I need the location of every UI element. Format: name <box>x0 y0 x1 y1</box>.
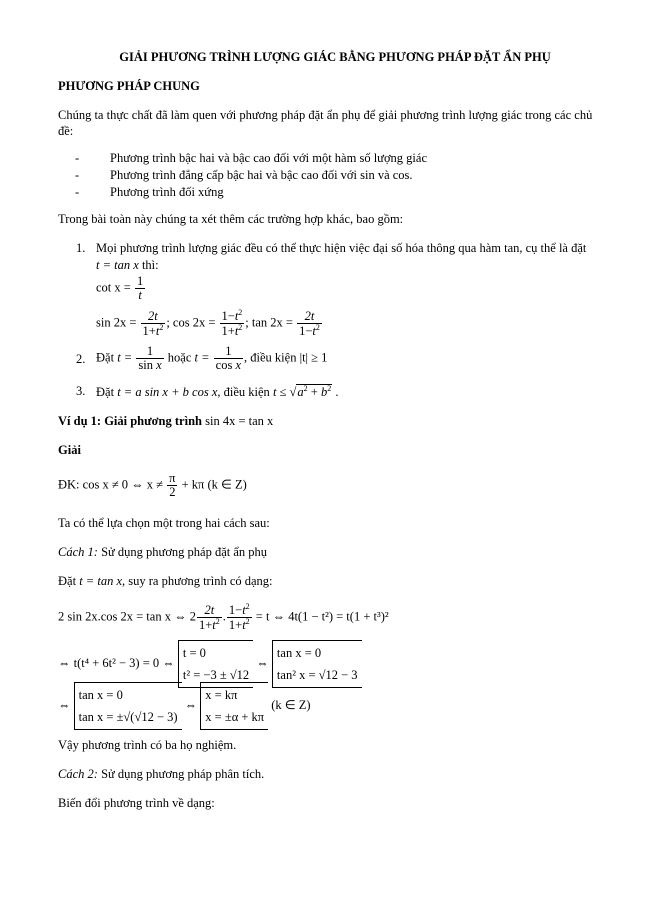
conclusion: Vậy phương trình có ba họ nghiệm. <box>58 738 237 752</box>
bullet-item: - Phương trình bậc hai và bậc cao đối với một hàm số lượng giác <box>75 151 427 165</box>
choose-line: Ta có thể lựa chọn một trong hai cách sau: <box>58 516 270 530</box>
method-1: Cách 1: Sử dụng phương pháp đặt ẩn phụ <box>58 545 268 559</box>
item1-line: Mọi phương trình lượng giác đều có thể thực hiện việc đại số hóa thông qua hàm tan, cụ thể là đặt <box>96 241 587 255</box>
section-heading: PHƯƠNG PHÁP CHUNG <box>58 79 200 93</box>
equation-1: 2 sin 2x.cos 2x = tan x ⇔ 2 $\frac{2t}{1+t^2}$ . $\frac{1-t^2}{1+t^2}$ = t ⇔ 4t(1 − t²) = t(1 + t³)² <box>58 602 389 633</box>
list-number: 3. <box>76 384 86 398</box>
list-number: 2. <box>76 352 86 366</box>
cot-formula: cot x = $\frac{1}{t}$ <box>96 274 144 303</box>
example-1: Ví dụ 1: Giải phương trình sin 4x = tan x <box>58 414 274 428</box>
method-2: Cách 2: Sử dụng phương pháp phân tích. <box>58 767 265 781</box>
transform-line: Biến đổi phương trình về dạng: <box>58 796 215 810</box>
item3-formula: Đặt t = a sin x + b cos x, điều kiện $t \le √a^2 + b^2$ . <box>96 384 339 400</box>
double-angle-formulas: sin 2x = $\frac{2t}{1+t^2}$ ; cos 2x = $\frac{1-t^2}{1+t^2}$ ; tan 2x = $\frac{2t}{1-t^2}$ <box>96 308 320 339</box>
cases-intro: Trong bài toàn này chúng ta xét thêm các trường hợp khác, bao gồm: <box>58 212 404 226</box>
equation-2: ⇔ t(t⁴ + 6t² − 3) = 0 ⇔ t = 0 t² = −3 ± √12 ⇔ tan x = 0 tan² x = √12 − 3 <box>58 640 362 688</box>
intro-line-2: đề: <box>58 124 74 138</box>
equation-3: ⇔ tan x = 0 tan x = ±√(√12 − 3) ⇔ x = kπ x = ±α + kπ (k ∈ Z) <box>58 682 311 730</box>
bullet-item: - Phương trình đối xứng <box>75 185 224 199</box>
condition-line: ĐK: cos x ≠ 0 ⇔ x ≠ $\frac{\pi}{2}$ + kπ (k ∈ Z) <box>58 471 247 500</box>
page-title: GIẢI PHƯƠNG TRÌNH LƯỢNG GIÁC BẰNG PHƯƠNG PHÁP ĐẶT ẨN PHỤ <box>119 50 551 64</box>
intro-line-1: Chúng ta thực chất đã làm quen với phương pháp đặt ẩn phụ để giải phương trình lượng giác trong các chủ <box>58 108 593 122</box>
solution-label: Giải <box>58 443 81 457</box>
item1-sub: t = tan x thì: <box>96 258 159 272</box>
bullet-item: - Phương trình đẳng cấp bậc hai và bậc cao đối với sin và cos. <box>75 168 413 182</box>
list-number: 1. <box>76 241 86 255</box>
substitution-line: Đặt t = tan x, suy ra phương trình có dạng: <box>58 574 273 588</box>
item2-formula: Đặt t = $\frac{1}{\text{sin x}}$ hoặc t = $\frac{1}{\text{cos x}}$ , điều kiện |t| ≥ 1 <box>96 344 328 373</box>
